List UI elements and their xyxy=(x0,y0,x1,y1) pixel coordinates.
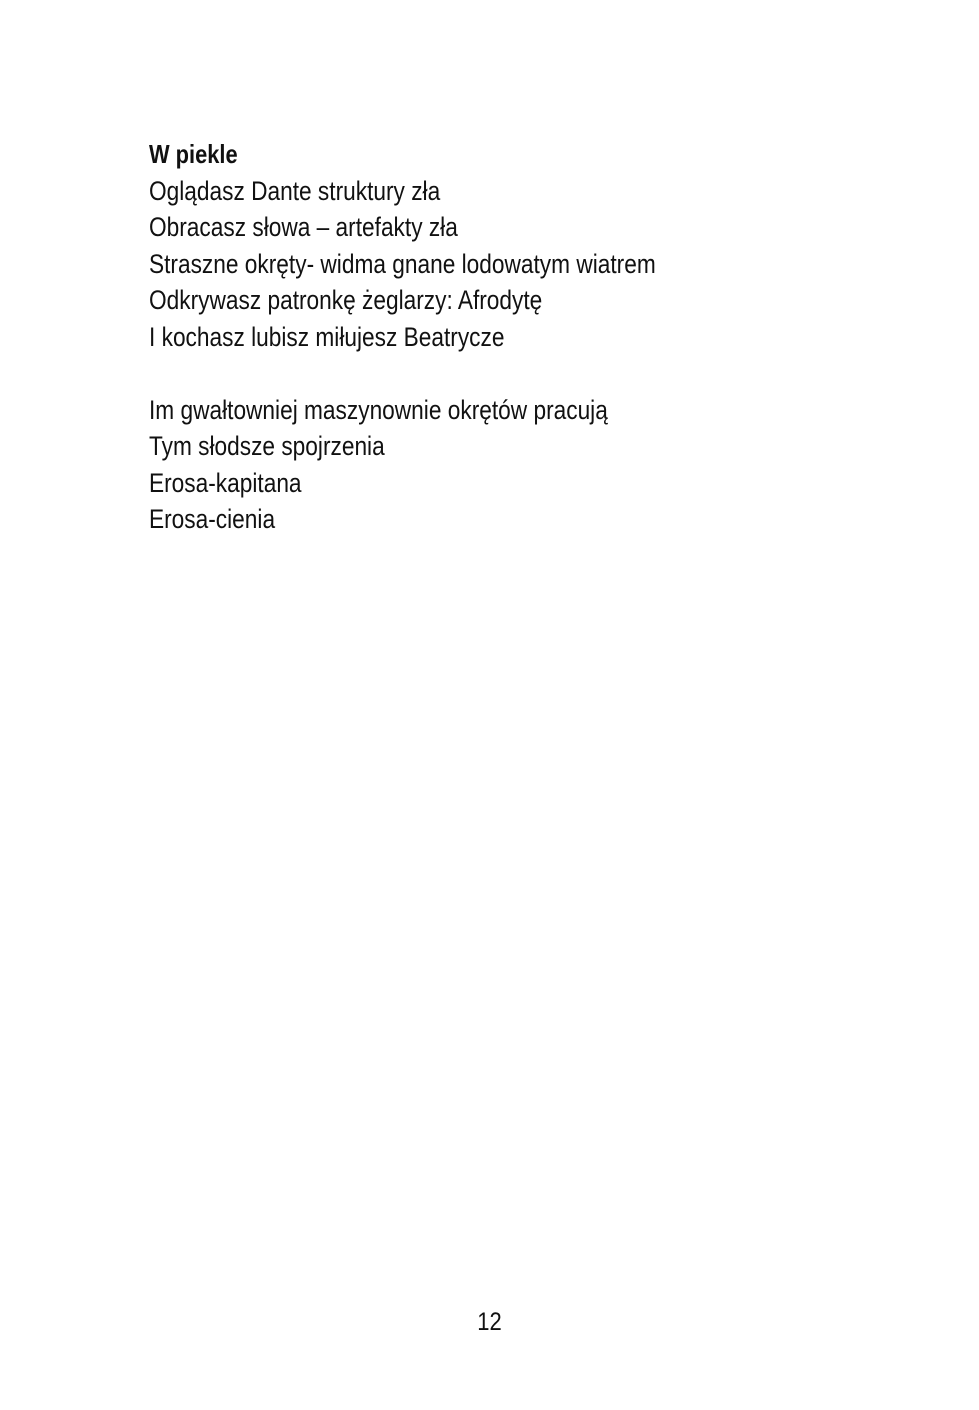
poem-line: Odkrywasz patronkę żeglarzy: Afrodytę xyxy=(149,285,543,315)
poem-line: Straszne okręty- widma gnane lodowatym wiatrem xyxy=(149,248,656,279)
poem-title: W piekle xyxy=(149,139,238,169)
poem-line: Tym słodsze spojrzenia xyxy=(149,431,385,461)
poem-line: Im gwałtowniej maszynownie okrętów pracują xyxy=(149,394,608,425)
poem-line: Oglądasz Dante struktury zła xyxy=(149,175,441,206)
page-number: 12 xyxy=(477,1308,502,1336)
stanza-2 xyxy=(149,392,869,538)
poem-line: Erosa-cienia xyxy=(149,504,276,534)
poem-line: Obracasz słowa – artefakty zła xyxy=(149,212,458,242)
poem-line: I kochasz lubisz miłujesz Beatrycze xyxy=(149,321,505,352)
poem xyxy=(149,136,869,538)
poem-line: Erosa-kapitana xyxy=(149,467,302,498)
stanza-1 xyxy=(149,173,869,356)
